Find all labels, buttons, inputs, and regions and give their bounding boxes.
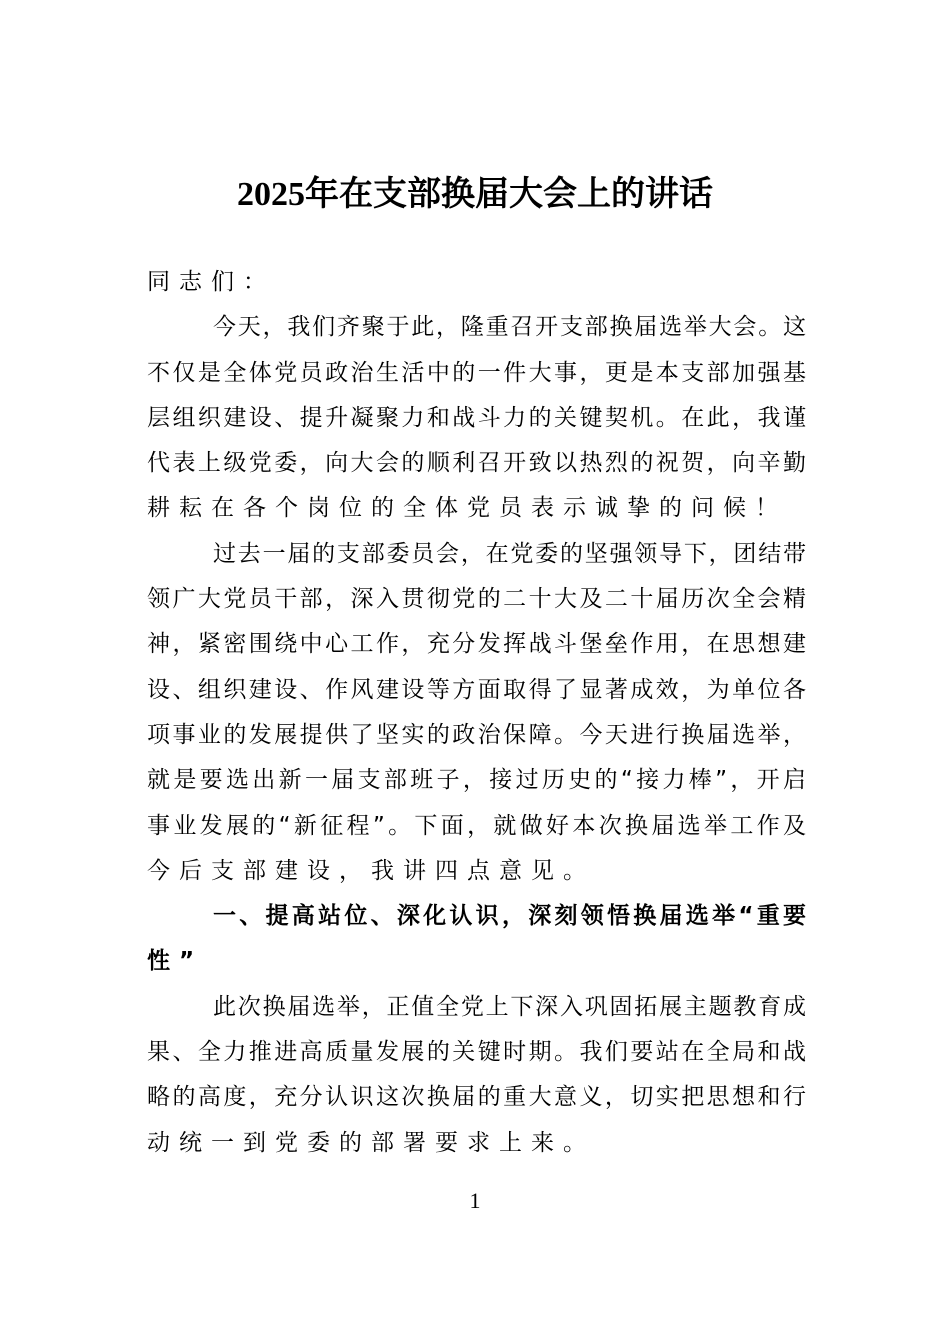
text-line: 不仅是全体党员政治生活中的一件大事，更是本支部加强基 xyxy=(147,359,806,386)
text-line: 项事业的发展提供了坚实的政治保障。今天进行换届选举， xyxy=(147,721,806,748)
salutation: 同志们： xyxy=(147,269,275,295)
section-heading xyxy=(147,894,806,985)
text-line: 性” xyxy=(147,948,204,975)
text-line: 过去一届的支部委员会，在党委的坚强领导下，团结带 xyxy=(213,540,806,567)
document-title: 2025年在支部换届大会上的讲话 xyxy=(237,176,713,213)
text-line: 设、组织建设、作风建设等方面取得了显著成效，为单位各 xyxy=(147,676,806,703)
content-blocks xyxy=(147,305,806,1166)
document-body xyxy=(147,260,806,1166)
paragraph xyxy=(147,985,806,1166)
text-line: 今后支部建设，我讲四点意见。 xyxy=(147,857,595,884)
text-line: 代表上级党委，向大会的顺利召开致以热烈的祝贺，向辛勤 xyxy=(147,450,806,477)
text-line: 此次换届选举，正值全党上下深入巩固拓展主题教育成 xyxy=(213,993,806,1020)
page-number: 1 xyxy=(469,1188,481,1213)
text-line: 神，紧密围绕中心工作，充分发挥战斗堡垒作用，在思想建 xyxy=(147,631,806,658)
paragraph xyxy=(147,305,806,531)
paragraph xyxy=(147,532,806,894)
text-line: 领广大党员干部，深入贯彻党的二十大及二十届历次全会精 xyxy=(147,586,806,613)
text-line: 略的高度，充分认识这次换届的重大意义，切实把思想和行 xyxy=(147,1084,806,1111)
text-line: 今天，我们齐聚于此，隆重召开支部换届选举大会。这 xyxy=(213,314,806,341)
text-line: 耕耘在各个岗位的全体党员表示诚挚的问候！ xyxy=(147,495,787,522)
text-line: 就是要选出新一届支部班子，接过历史的“接力棒”，开启 xyxy=(147,767,806,794)
text-line: 动统一到党委的部署要求上来。 xyxy=(147,1129,595,1156)
text-line: 层组织建设、提升凝聚力和战斗力的关键契机。在此，我谨 xyxy=(147,404,806,431)
text-line: 果、全力推进高质量发展的关键时期。我们要站在全局和战 xyxy=(147,1039,806,1066)
text-line: 一、提高站位、深化认识，深刻领悟换届选举“重要 xyxy=(213,903,806,930)
text-line: 事业发展的“新征程”。下面，就做好本次换届选举工作及 xyxy=(147,812,806,839)
